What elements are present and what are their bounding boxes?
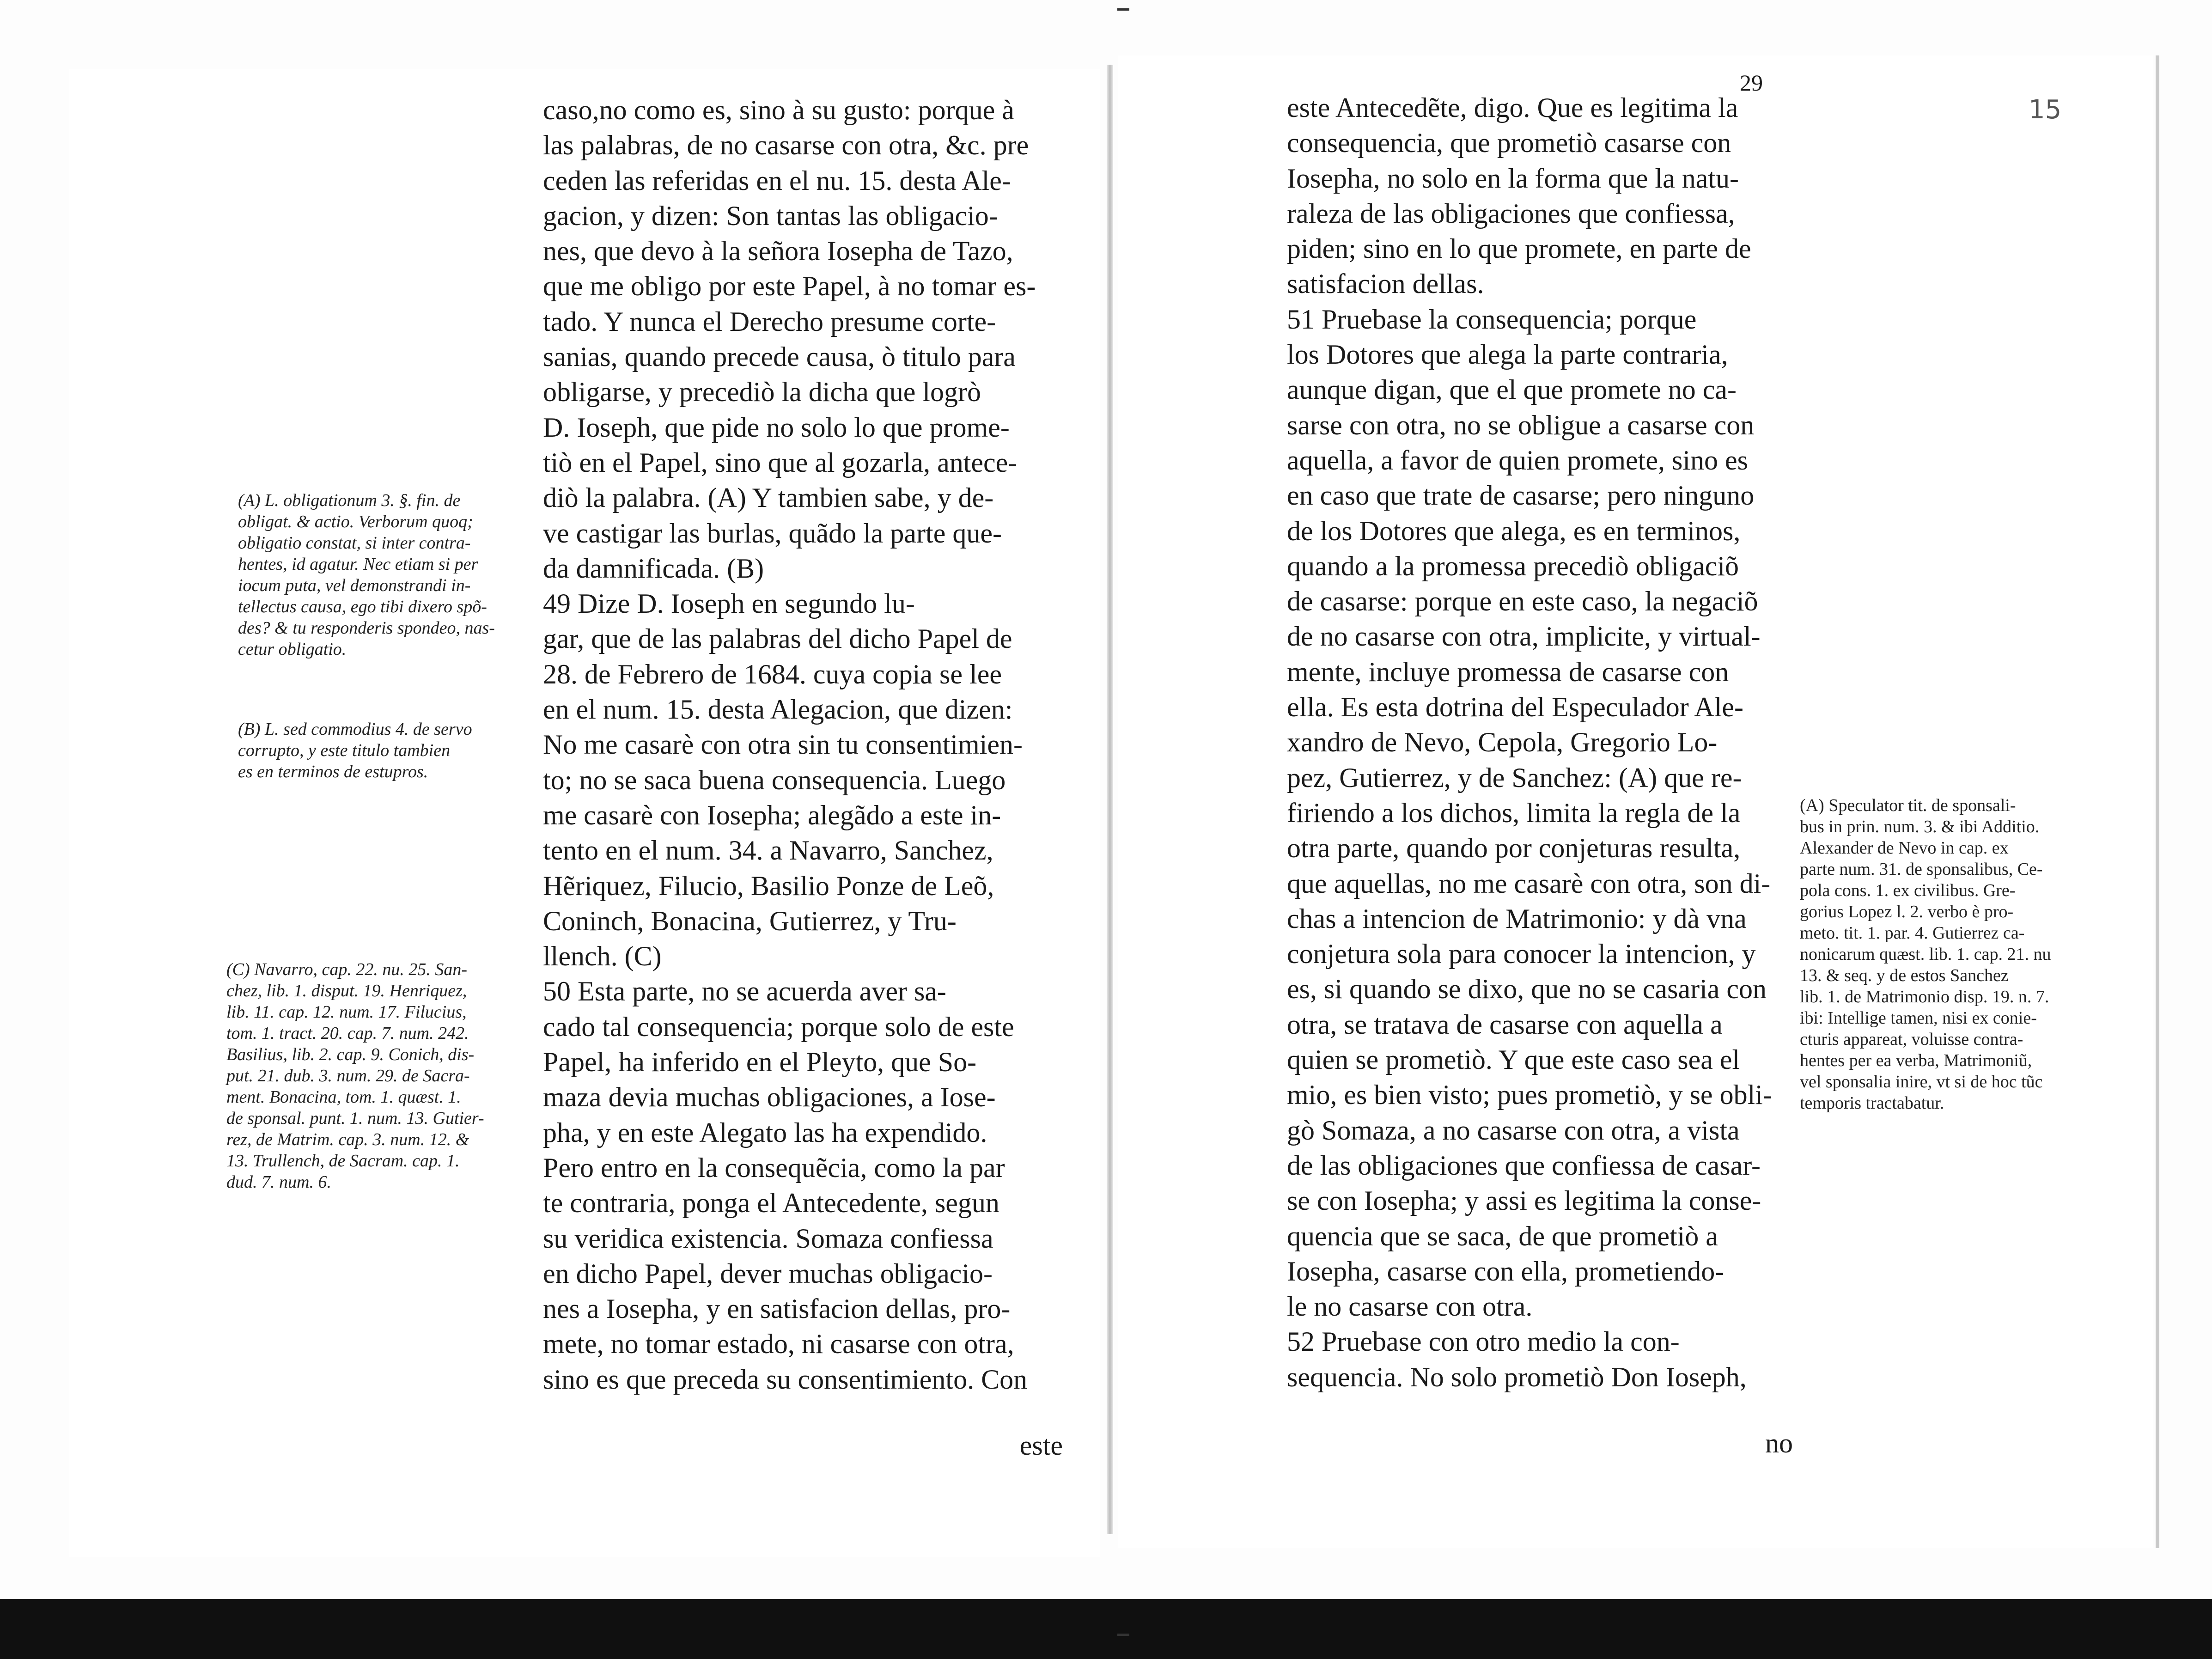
text-line: cado tal consequencia; porque solo de este [543,1011,1014,1042]
text-line: Iosepha, no solo en la forma que la natu- [1287,163,1739,194]
text-line: otra, se tratava de casarse con aquella a [1287,1009,1723,1040]
text-line: mio, es bien visto; pues prometiò, y se obli- [1287,1080,1772,1110]
note-line: parte num. 31. de sponsalibus, Ce- [1800,860,2043,879]
note-line: nonicarum quæst. lib. 1. cap. 21. nu [1800,945,2051,964]
note-line: bus in prin. num. 3. & ibi Additio. [1800,817,2040,836]
text-line: 50 Esta parte, no se acuerda aver sa- [543,976,946,1007]
text-line: gar, que de las palabras del dicho Papel de [543,623,1012,654]
note-line: (A) Speculator tit. de sponsali- [1800,796,2016,815]
note-line: gorius Lopez l. 2. verbo è pro- [1800,902,2014,921]
text-line: conjetura sola para conocer la intencion, y [1287,939,1756,970]
margin-note-B-left [238,719,538,782]
note-line: des? & tu responderis spondeo, nas- [238,618,495,638]
text-line: en dicho Papel, dever muchas obligacio- [543,1258,993,1289]
note-line: lib. 1. de Matrimonio disp. 19. n. 7. [1800,987,2049,1006]
note-line: obligatio constat, si inter contra- [238,533,471,553]
text-line: es, si quando se dixo, que no se casaria con [1287,974,1767,1005]
note-line: vel sponsalia inire, vt si de hoc tũc [1800,1072,2043,1092]
note-line: lib. 11. cap. 12. num. 17. Filucius, [226,1002,467,1022]
text-line: quencia que se saca, de que prometiò a [1287,1220,1718,1251]
text-line: ella. Es esta dotrina del Especulador Ale- [1287,692,1743,723]
text-line: quien se prometiò. Y que este caso sea el [1287,1044,1740,1075]
text-line: Papel, ha inferido en el Pleyto, que So- [543,1047,977,1078]
left-catchword: este [1019,1430,1063,1461]
text-line: quando a la promessa precediò obligaciõ [1287,550,1739,581]
text-line: se con Iosepha; y assi es legitima la conse- [1287,1185,1761,1216]
note-line: pola cons. 1. ex civilibus. Gre- [1800,881,2016,900]
page-edge [2156,55,2159,1548]
text-line: te contraria, ponga el Antecedente, segun [543,1188,999,1219]
text-line: maza devia muchas obligaciones, a Iose- [543,1082,996,1113]
text-line: chas a intencion de Matrimonio: y dà vna [1287,903,1747,934]
text-line: sarse con otra, no se obligue a casarse con [1287,409,1755,440]
text-line: las palabras, de no casarse con otra, &c. pre [543,130,1029,161]
text-line: nes, que devo à la señora Iosepha de Tazo, [543,236,1013,267]
text-line: que aquellas, no me casarè con otra, son di- [1287,868,1771,899]
note-line: 13. Trullench, de Sacram. cap. 1. [226,1151,460,1171]
note-line: hentes, id agatur. Nec etiam si per [238,555,478,574]
text-line: tento en el num. 34. a Navarro, Sanchez, [543,835,993,866]
text-line: diò la palabra. (A) Y tambien sabe, y de- [543,482,994,513]
note-line: (B) L. sed commodius 4. de servo [238,720,472,739]
note-line: chez, lib. 1. disput. 19. Henriquez, [226,981,467,1000]
text-line: to; no se saca buena consequencia. Luego [543,764,1006,795]
text-line: este Antecedẽte, digo. Que es legitima la [1287,92,1738,123]
note-line: corrupto, y este titulo tambien [238,741,451,760]
text-line: mente, incluye promessa de casarse con [1287,656,1729,687]
text-line: caso,no como es, sino à su gusto: porque à [543,95,1014,125]
text-line: piden; sino en lo que promete, en parte de [1287,233,1751,264]
note-line: Alexander de Nevo in cap. ex [1800,838,2009,858]
note-line: tellectus causa, ego tibi dixero spõ- [238,597,487,616]
text-line: otra parte, quando por conjeturas resulta, [1287,833,1741,864]
bottom-tick-mark [1117,1634,1129,1636]
note-line: es en terminos de estupros. [238,762,428,781]
handwritten-mark: 15 [2029,95,2062,125]
text-line: D. Ioseph, que pide no solo lo que prome- [543,412,1010,443]
note-line: Basilius, lib. 2. cap. 9. Conich, dis- [226,1045,475,1064]
text-line: 52 Pruebase con otro medio la con- [1287,1326,1680,1357]
text-line: satisfacion dellas. [1287,268,1484,299]
text-line: pez, Gutierrez, y de Sanchez: (A) que re- [1287,762,1742,793]
text-line: de casarse: porque en este caso, la negaciõ [1287,586,1758,617]
text-line: gò Somaza, a no casarse con otra, a vista [1287,1115,1740,1146]
text-line: de los Dotores que alega, es en terminos, [1287,515,1741,546]
note-line: iocum puta, vel demonstrandi in- [238,576,471,595]
note-line: de sponsal. punt. 1. num. 13. Gutier- [226,1109,484,1128]
text-line: le no casarse con otra. [1287,1291,1533,1322]
text-line: los Dotores que alega la parte contraria, [1287,339,1728,370]
note-line: 13. & seq. y de estos Sanchez [1800,966,2009,985]
scan-bottom-border [0,1599,2212,1659]
note-line: tom. 1. tract. 20. cap. 7. num. 242. [226,1024,469,1043]
text-line: 28. de Febrero de 1684. cuya copia se lee [543,659,1002,689]
text-line: sequencia. No solo prometiò Don Ioseph, [1287,1361,1747,1392]
text-line: su veridica existencia. Somaza confiessa [543,1223,993,1254]
text-line: consequencia, que prometiò casarse con [1287,128,1731,159]
note-line: dud. 7. num. 6. [226,1172,331,1192]
text-line: firiendo a los dichos, limita la regla de la [1287,797,1741,828]
text-line: llench. (C) [543,941,662,972]
text-line: da damnificada. (B) [543,553,764,584]
margin-note-A-left [238,490,538,660]
text-line: obligarse, y precediò la dicha que logrò [543,377,981,408]
text-line: ve castigar las burlas, quãdo la parte que- [543,518,1002,549]
note-line: rez, de Matrim. cap. 3. num. 12. & [226,1130,469,1149]
note-line: ment. Bonacina, tom. 1. quæst. 1. [226,1087,461,1107]
margin-note-C-left [226,959,531,1193]
top-tick-mark [1117,8,1129,11]
text-line: tado. Y nunca el Derecho presume corte- [543,306,996,337]
text-line: Iosepha, casarse con ella, prometiendo- [1287,1256,1725,1287]
note-line: hentes per ea verba, Matrimoniũ, [1800,1051,2032,1070]
text-line: en el num. 15. desta Alegacion, que dizen: [543,694,1013,725]
right-catchword: no [1765,1428,1793,1458]
text-line: aquella, a favor de quien promete, sino es [1287,445,1748,476]
text-line: sanias, quando precede causa, ò titulo para [543,342,1016,372]
book-gutter [1107,65,1113,1534]
text-line: ceden las referidas en el nu. 15. desta Ale- [543,165,1011,196]
text-line: de no casarse con otra, implicite, y virtual- [1287,621,1761,652]
text-line: nes a Iosepha, y en satisfacion dellas, pro- [543,1293,1011,1324]
text-line: Pero entro en la consequẽcia, como la par [543,1152,1005,1183]
left-main-text [543,92,1060,1397]
note-line: ibi: Intellige tamen, nisi ex conie- [1800,1008,2037,1028]
text-line: me casarè con Iosepha; alegãdo a este in- [543,799,1001,830]
text-line: 49 Dize D. Ioseph en segundo lu- [543,588,915,619]
note-line: obligat. & actio. Verborum quoq; [238,512,473,531]
text-line: 51 Pruebase la consequencia; porque [1287,304,1697,335]
note-line: (C) Navarro, cap. 22. nu. 25. San- [226,960,468,979]
text-line: gacion, y dizen: Son tantas las obligacio- [543,200,998,231]
text-line: No me casarè con otra sin tu consentimien- [543,729,1023,760]
note-line: cetur obligatio. [238,640,347,659]
text-line: tiò en el Papel, sino que al gozarla, antece- [543,447,1018,478]
text-line: xandro de Nevo, Cepola, Gregorio Lo- [1287,727,1718,758]
note-line: cturis appareat, voluisse contra- [1800,1030,2023,1049]
text-line: que me obligo por este Papel, à no tomar es- [543,271,1036,302]
text-line: raleza de las obligaciones que confiessa, [1287,198,1735,229]
note-line: temporis tractabatur. [1800,1093,1944,1113]
text-line: de las obligaciones que confiessa de casar- [1287,1150,1761,1181]
note-line: (A) L. obligationum 3. §. fin. de [238,491,461,510]
text-line: Hẽriquez, Filucio, Basilio Ponze de Leõ, [543,870,994,901]
note-line: meto. tit. 1. par. 4. Gutierrez ca- [1800,923,2025,943]
text-line: pha, y en este Alegato las ha expendido. [543,1117,987,1148]
text-line: sino es que preceda su consentimiento. Con [543,1364,1028,1395]
text-line: Coninch, Bonacina, Gutierrez, y Tru- [543,905,957,936]
text-line: en caso que trate de casarse; pero ninguno [1287,480,1755,511]
margin-note-A-right [1800,795,2133,1114]
note-line: put. 21. dub. 3. num. 29. de Sacra- [226,1066,470,1086]
text-line: aunque digan, que el que promete no ca- [1287,374,1737,405]
page-number: 29 [1740,70,1763,96]
right-main-text [1287,90,1791,1395]
text-line: mete, no tomar estado, ni casarse con otra, [543,1329,1014,1360]
